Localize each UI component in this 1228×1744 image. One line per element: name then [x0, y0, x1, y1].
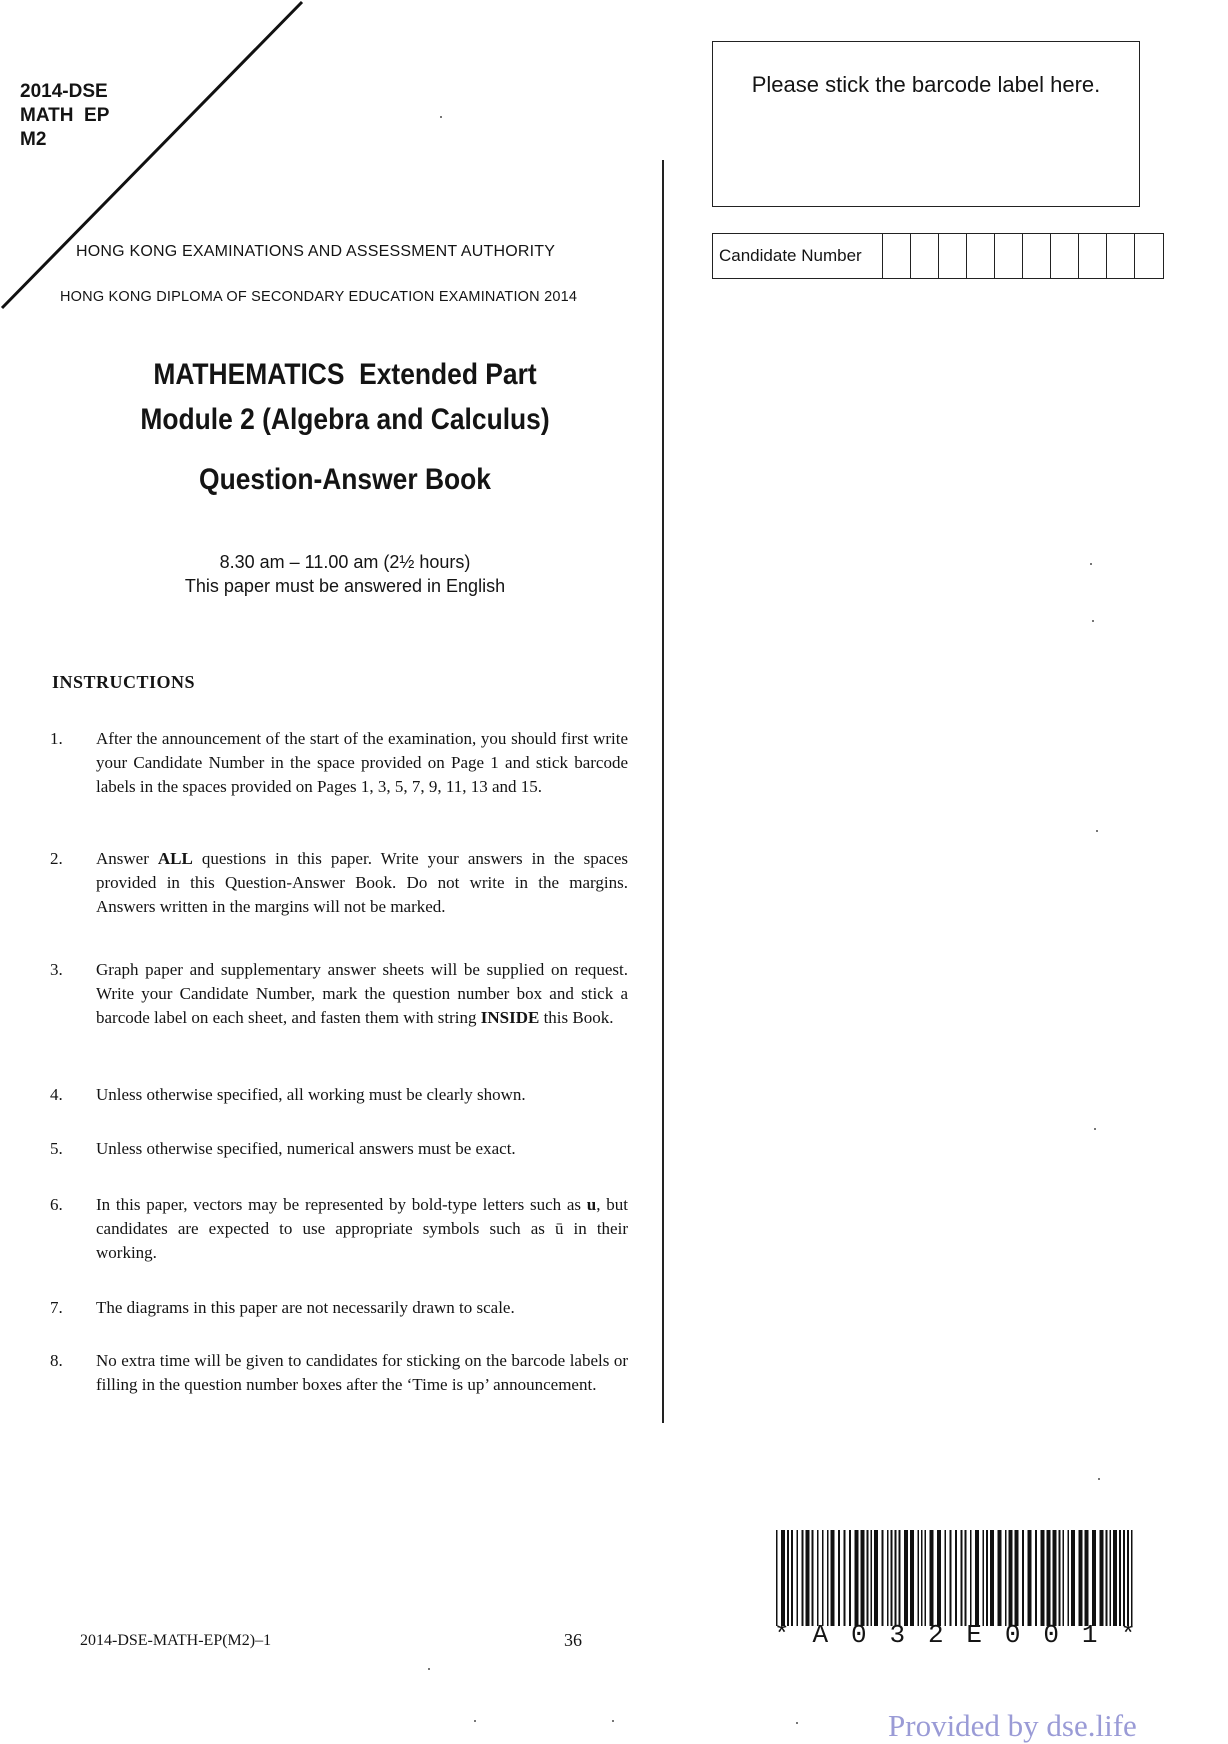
scan-speck	[440, 116, 442, 118]
candidate-number-box[interactable]	[882, 234, 910, 278]
barcode-bar	[930, 1530, 934, 1626]
candidate-number-field	[712, 233, 1140, 279]
instruction-number: 2.	[50, 849, 63, 868]
barcode-bar	[887, 1530, 889, 1626]
instruction-text: In this paper, vectors may be represented by bold-type letters such as u, but candidates are expected to use appropriate symbols such as ū in their working.	[96, 1195, 628, 1262]
barcode-bar	[874, 1530, 878, 1626]
barcode-bar	[1053, 1530, 1057, 1626]
barcode-bar	[895, 1530, 897, 1626]
barcode-bar	[849, 1530, 851, 1626]
barcode-bar	[787, 1530, 789, 1626]
barcode-label-box	[712, 41, 1140, 207]
barcode-character: 3	[889, 1620, 906, 1650]
barcode-bar	[1123, 1530, 1125, 1626]
instruction-text: Unless otherwise specified, all working must be clearly shown.	[96, 1085, 526, 1104]
barcode-bar	[882, 1530, 884, 1626]
barcode-bar	[1028, 1530, 1032, 1626]
book-name: Question-Answer Book	[199, 463, 491, 496]
instruction-number: 7.	[50, 1298, 63, 1317]
barcode-bar	[937, 1530, 941, 1626]
scan-speck	[796, 1722, 798, 1724]
scan-speck	[612, 1720, 614, 1722]
barcode-bar	[844, 1530, 846, 1626]
barcode-character: 0	[850, 1620, 867, 1650]
instruction-item	[50, 1137, 628, 1161]
candidate-number-box[interactable]	[1134, 234, 1164, 278]
barcode-character: 1	[1081, 1620, 1098, 1650]
corner-paper-code	[20, 80, 109, 152]
barcode-bar	[1127, 1530, 1129, 1626]
candidate-number-label: Candidate Number	[712, 233, 889, 279]
barcode-bar	[1113, 1530, 1117, 1626]
barcode-label-instruction: Please stick the barcode label here.	[751, 72, 1101, 97]
barcode-bar	[797, 1530, 799, 1626]
barcode-bar	[921, 1530, 923, 1626]
barcode-bar	[812, 1530, 814, 1626]
scan-speck	[428, 1668, 430, 1670]
instruction-number: 3.	[50, 960, 63, 979]
barcode-bar	[986, 1530, 988, 1626]
barcode-bar	[891, 1530, 893, 1626]
barcode-bar	[776, 1530, 778, 1626]
corner-code-line-2: MATH EP	[20, 105, 110, 126]
candidate-number-box[interactable]	[1022, 234, 1050, 278]
barcode-bar	[802, 1530, 804, 1626]
barcode-bar	[1092, 1530, 1096, 1626]
barcode-bar	[1085, 1530, 1089, 1626]
barcode-bar	[970, 1530, 972, 1626]
candidate-number-box[interactable]	[938, 234, 966, 278]
instruction-item	[50, 1083, 628, 1107]
scan-speck	[1092, 620, 1094, 622]
paper-title: MATHEMATICS Extended Part	[153, 358, 537, 391]
barcode-bar	[817, 1530, 819, 1626]
corner-code-line-1: 2014-DSE	[20, 81, 108, 102]
barcode-character: *	[1120, 1620, 1136, 1650]
scan-speck	[1090, 563, 1092, 565]
instruction-number: 1.	[50, 729, 63, 748]
barcode-character: 0	[1004, 1620, 1021, 1650]
instruction-item	[50, 1193, 628, 1265]
barcode-bar	[1059, 1530, 1061, 1626]
barcode-image	[774, 1530, 1136, 1626]
barcode-bar	[904, 1530, 908, 1626]
barcode-bar	[945, 1530, 947, 1626]
barcode-bar	[867, 1530, 869, 1626]
barcode-bar	[822, 1530, 824, 1626]
watermark: Provided by dse.life	[888, 1708, 1137, 1743]
instruction-item	[50, 847, 628, 919]
instruction-item	[50, 1349, 628, 1397]
barcode-bar	[899, 1530, 901, 1626]
barcode-bar	[1035, 1530, 1037, 1626]
barcode-character: E	[966, 1620, 983, 1650]
instruction-number: 8.	[50, 1351, 63, 1370]
instruction-text: The diagrams in this paper are not necessarily drawn to scale.	[96, 1298, 515, 1317]
barcode-bar	[1015, 1530, 1019, 1626]
barcode-character: *	[774, 1620, 790, 1650]
instruction-item	[50, 1296, 628, 1320]
barcode-bar	[1079, 1530, 1083, 1626]
barcode-bar	[961, 1530, 963, 1626]
barcode-bar	[1119, 1530, 1121, 1626]
barcode-character: 2	[927, 1620, 944, 1650]
candidate-number-box[interactable]	[1106, 234, 1134, 278]
language-note: This paper must be answered in English	[184, 576, 506, 596]
corner-diagonal-line	[0, 0, 320, 320]
candidate-number-box[interactable]	[1078, 234, 1106, 278]
candidate-number-box[interactable]	[910, 234, 938, 278]
module-title: Module 2 (Algebra and Calculus)	[140, 403, 550, 436]
exam-name: HONG KONG DIPLOMA OF SECONDARY EDUCATION EXAMINATION 2014	[60, 289, 578, 305]
barcode-bar	[1009, 1530, 1013, 1626]
barcode-bar	[1063, 1530, 1065, 1626]
barcode-bar	[871, 1530, 873, 1626]
instruction-number: 6.	[50, 1195, 63, 1214]
scan-speck	[1098, 1478, 1100, 1480]
barcode-text	[774, 1620, 1136, 1650]
instruction-text: No extra time will be given to candidates for sticking on the barcode labels or filling in the question number boxes after the ‘Time is up’ announcement.	[96, 1351, 628, 1394]
exam-time: 8.30 am – 11.00 am (2½ hours)	[219, 552, 471, 572]
barcode-bar	[1068, 1530, 1070, 1626]
barcode-bar	[1100, 1530, 1104, 1626]
instruction-item	[50, 727, 628, 799]
barcode-character: A	[812, 1620, 829, 1650]
barcode-bar	[950, 1530, 952, 1626]
barcode-bar	[998, 1530, 1002, 1626]
barcode-bar	[925, 1530, 927, 1626]
instruction-item	[50, 958, 628, 1030]
barcode-bar	[1106, 1530, 1108, 1626]
barcode-bar	[1047, 1530, 1051, 1626]
barcode-bar	[1071, 1530, 1075, 1626]
corner-code-line-3: M2	[20, 129, 47, 150]
instruction-text: After the announcement of the start of the examination, you should first write your Candidate Number in the space provided on Page 1 and stick barcode labels in the spaces provided on Pages 1, 3, 5, 7, 9, 11, 13 and 15.	[96, 729, 628, 796]
barcode-bar	[975, 1530, 979, 1626]
scan-speck	[1096, 830, 1098, 832]
candidate-number-box[interactable]	[966, 234, 994, 278]
footer-page-count: 36	[564, 1630, 582, 1650]
barcode-bar	[1041, 1530, 1045, 1626]
barcode-bar	[983, 1530, 985, 1626]
barcode-bar	[910, 1530, 914, 1626]
barcode-bar	[955, 1530, 957, 1626]
footer-paper-code: 2014-DSE-MATH-EP(M2)–1	[80, 1632, 272, 1649]
barcode-bar	[831, 1530, 835, 1626]
candidate-number-boxes	[882, 233, 1164, 279]
barcode-bar	[918, 1530, 920, 1626]
barcode-bar	[827, 1530, 829, 1626]
barcode-bar	[1131, 1530, 1133, 1626]
barcode-bar	[781, 1530, 785, 1626]
barcode-bar	[855, 1530, 859, 1626]
barcode-bar	[965, 1530, 967, 1626]
barcode-bar	[1005, 1530, 1007, 1626]
barcode-bar	[838, 1530, 840, 1626]
barcode-bar	[791, 1530, 793, 1626]
barcode-bar	[861, 1530, 865, 1626]
barcode-bar	[990, 1530, 994, 1626]
instruction-text: Graph paper and supplementary answer sheets will be supplied on request. Write your Candidate Number, mark the question number box and stick a barcode label on each sheet, and fasten them with string INSIDE this Book.	[96, 960, 628, 1027]
instructions-heading: INSTRUCTIONS	[52, 672, 196, 692]
candidate-number-box[interactable]	[994, 234, 1022, 278]
barcode-bar	[806, 1530, 810, 1626]
scan-speck	[474, 1720, 476, 1722]
instruction-text: Unless otherwise specified, numerical answers must be exact.	[96, 1139, 516, 1158]
instruction-number: 4.	[50, 1085, 63, 1104]
instruction-number: 5.	[50, 1139, 63, 1158]
barcode-bar	[1022, 1530, 1024, 1626]
candidate-number-box[interactable]	[1050, 234, 1078, 278]
barcode-character: 0	[1043, 1620, 1059, 1650]
page-divider	[662, 160, 664, 1423]
authority-name: HONG KONG EXAMINATIONS AND ASSESSMENT AUTHORITY	[76, 243, 556, 260]
instruction-text: Answer ALL questions in this paper. Write your answers in the spaces provided in this Question-Answer Book. Do not write in the margins. Answers written in the margins will not be marked.	[96, 849, 628, 916]
scan-speck	[1094, 1128, 1096, 1130]
barcode-bar	[1110, 1530, 1112, 1626]
